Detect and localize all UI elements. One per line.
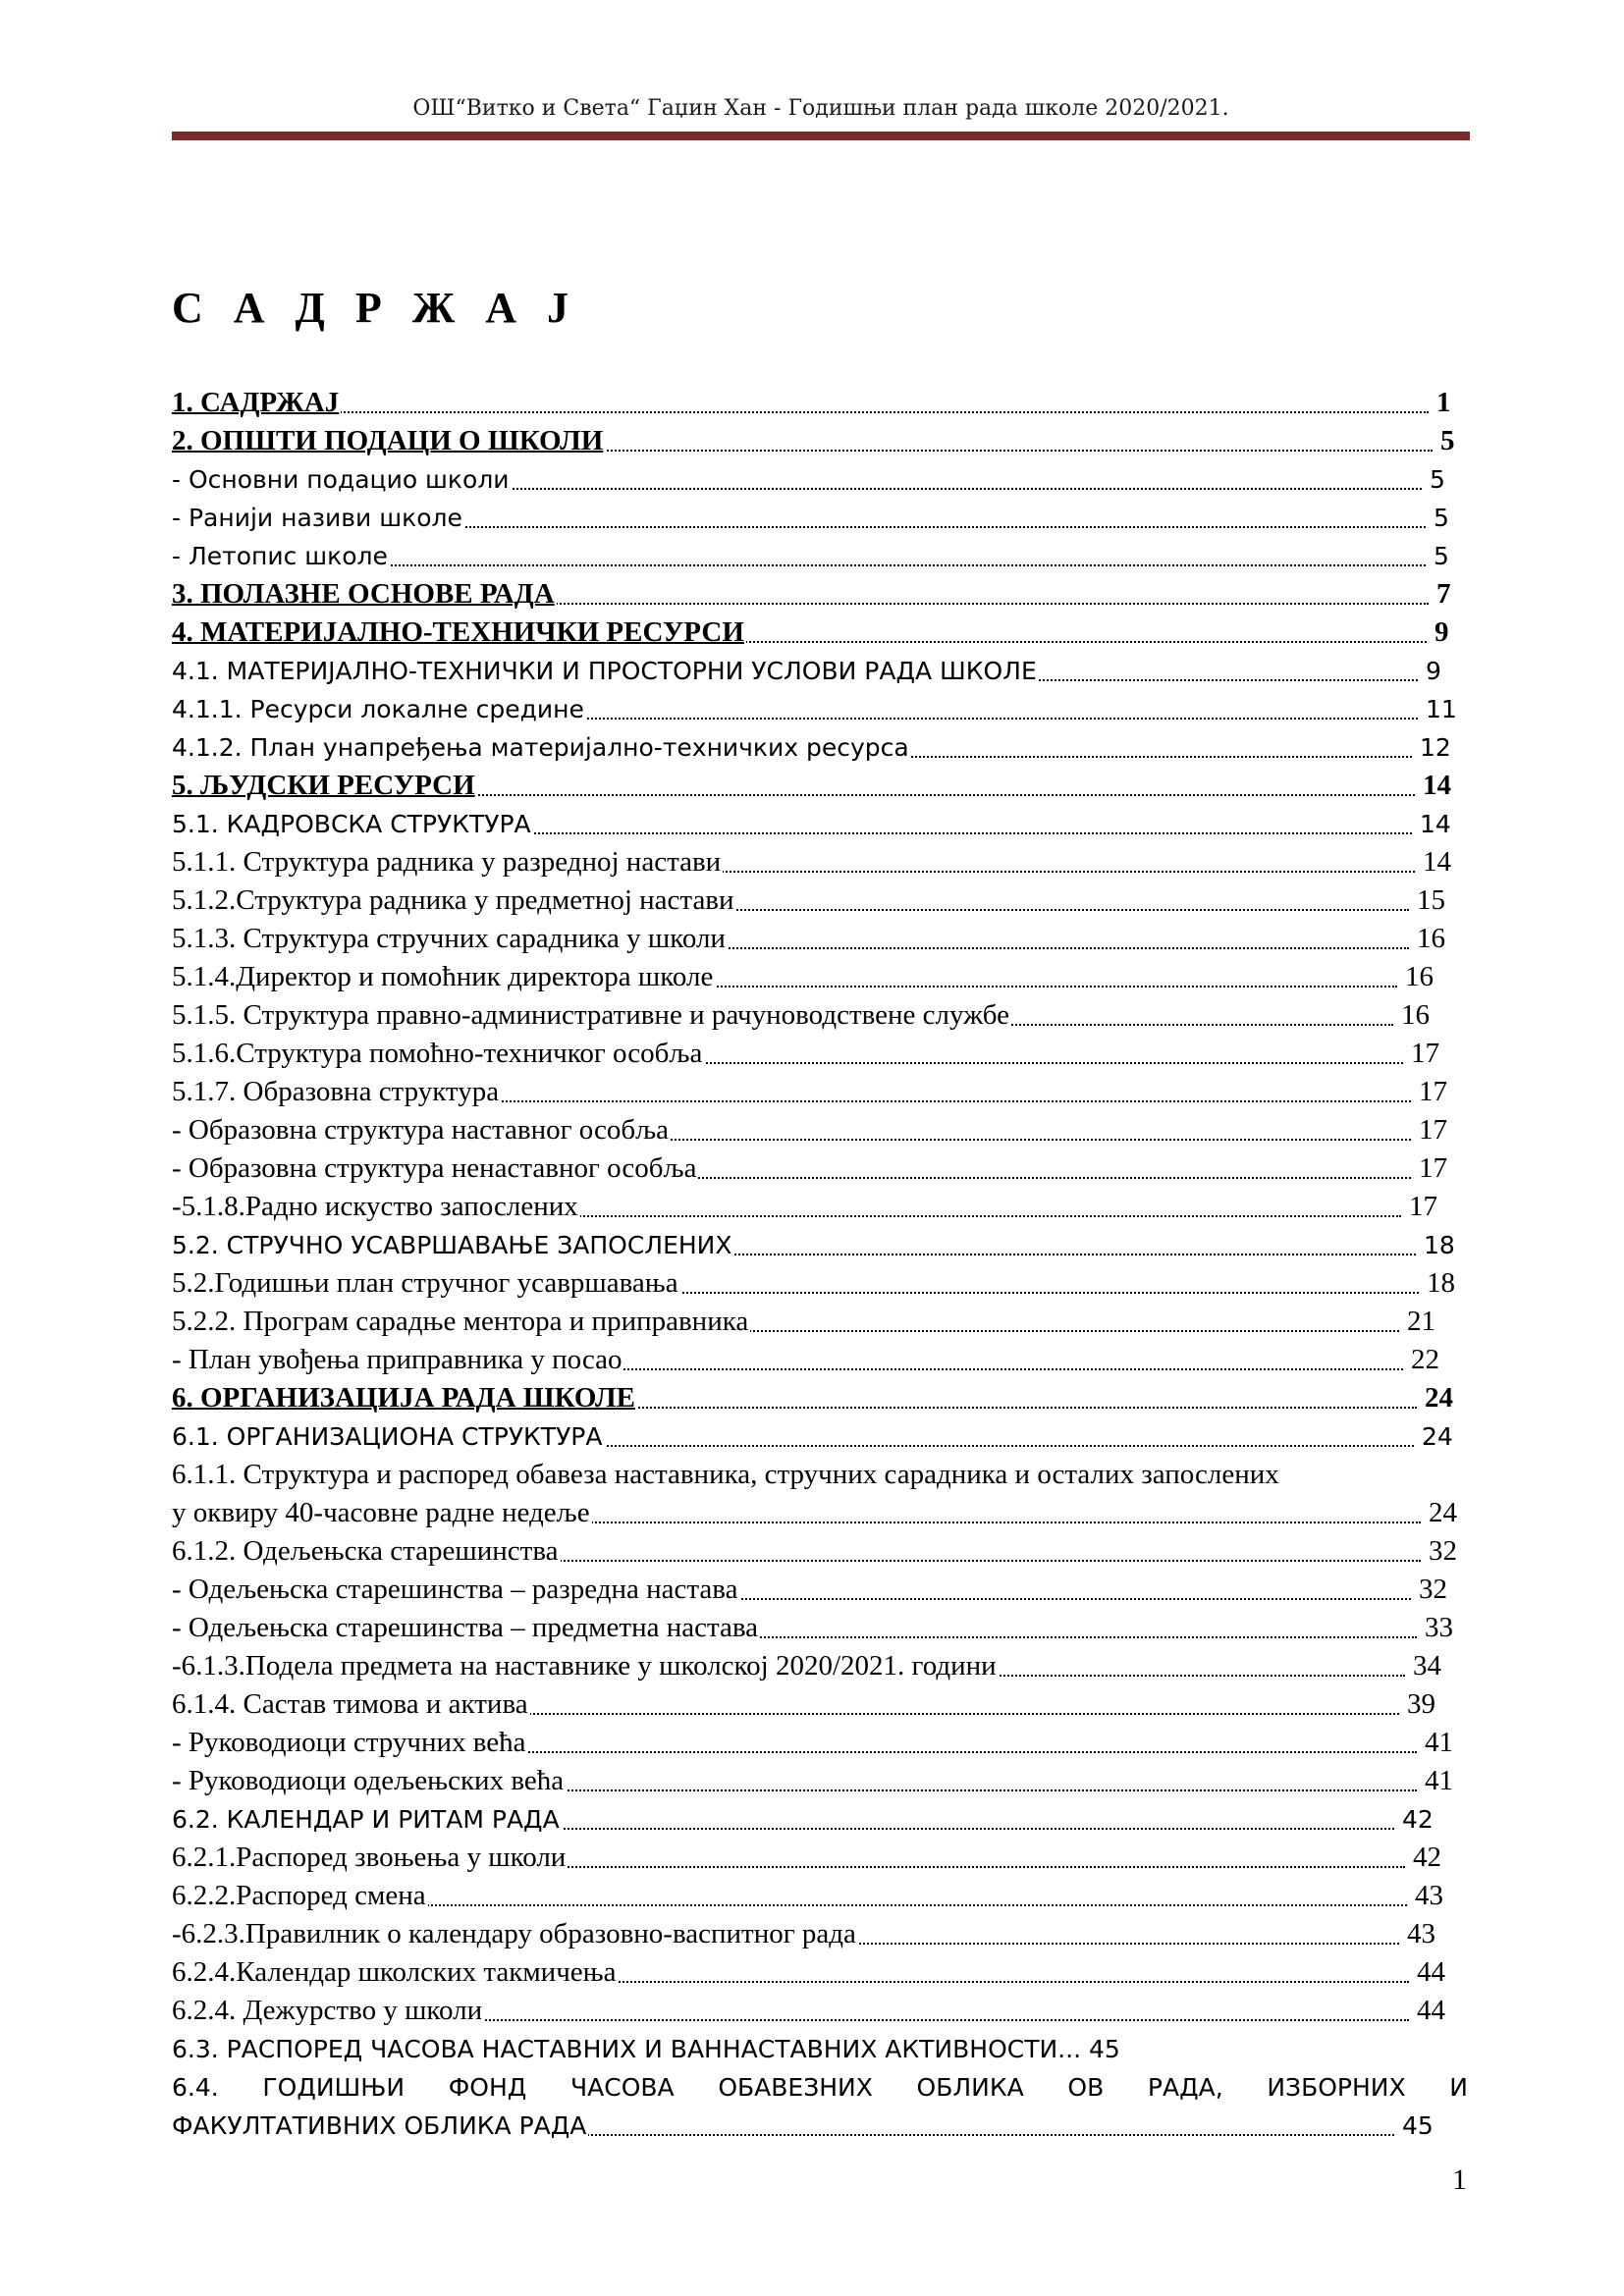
toc-title: С А Д Р Ж А Ј <box>172 284 578 332</box>
toc-entry <box>172 1494 1470 1532</box>
toc-entry-text: ФАКУЛТАТИВНИХ ОБЛИКА РАДА <box>172 2111 587 2140</box>
toc-entry-page: 14 <box>1415 843 1451 881</box>
toc-entry <box>172 1724 1470 1762</box>
toc-entry-text: 6.3. РАСПОРЕД ЧАСОВА НАСТАВНИХ И ВАННАСТАВНИХ АКТИВНОСТИ... 45 <box>172 2035 1120 2063</box>
toc-entry-text: 6.4. ГОДИШЊИ ФОНД ЧАСОВА ОБАВЕЗНИХ ОБЛИКА ОВ РАДА, ИЗБОРНИХ И <box>172 2073 1468 2102</box>
toc-entry-text: - Образовна структура наставног особља <box>172 1114 670 1146</box>
toc-entry <box>172 1609 1470 1647</box>
toc-entry-page: 7 <box>1429 575 1451 614</box>
toc-entry-text: 6.2.2.Распоред смена <box>172 1880 426 1911</box>
toc-entry-text: - Образовна структура ненаставног особља <box>172 1152 697 1184</box>
toc-entry-page: 42 <box>1405 1839 1441 1877</box>
toc-entry-text: - Одељењска старешинства – предметна настава <box>172 1612 759 1643</box>
toc-entry <box>172 767 1470 805</box>
table-of-contents <box>172 384 1470 2145</box>
toc-entry <box>172 1111 1470 1149</box>
toc-entry-page: 24 <box>1414 1417 1453 1456</box>
toc-entry <box>172 1571 1470 1609</box>
toc-entry-page: 5 <box>1426 537 1449 575</box>
toc-entry-text: 5.1.4.Директор и помоћник директора школе <box>172 961 714 992</box>
toc-entry <box>172 1915 1470 1953</box>
toc-dot-leader <box>172 411 1429 413</box>
toc-entry-text: 6.1.4. Састав тимова и актива <box>172 1688 528 1720</box>
toc-entry <box>172 1762 1470 1800</box>
toc-entry-text: - Руководиоци стручних већа <box>172 1727 526 1758</box>
toc-entry-page: 11 <box>1418 690 1457 728</box>
toc-entry <box>172 1839 1470 1877</box>
toc-entry-text: 3. ПОЛАЗНЕ ОСНОВЕ РАДА <box>172 578 555 610</box>
toc-entry-text: 5. ЉУДСКИ РЕСУРСИ <box>172 770 475 801</box>
toc-entry-page: 21 <box>1399 1303 1435 1341</box>
toc-entry-text: 5.1.1. Структура радника у разредној настави <box>172 846 722 878</box>
toc-entry-page: 32 <box>1411 1571 1447 1609</box>
toc-entry-page: 17 <box>1411 1073 1447 1111</box>
toc-entry-page: 34 <box>1405 1647 1441 1685</box>
toc-entry-text: 6.2.4. Дежурство у школи <box>172 1995 483 2026</box>
toc-entry-text: 6.2.1.Распоред звоњења у школи <box>172 1842 567 1873</box>
toc-entry-text: 6.1.1. Структура и распоред обавеза наставника, стручних сарадника и осталих запослених <box>172 1459 1279 1490</box>
toc-entry-page: 33 <box>1417 1609 1453 1647</box>
toc-entry-page: 18 <box>1416 1226 1455 1264</box>
toc-entry <box>172 805 1470 843</box>
toc-entry <box>172 1992 1470 2030</box>
toc-entry-text: 5.2.2. Програм сарадње ментора и приправника <box>172 1306 749 1337</box>
toc-entry <box>172 728 1470 767</box>
toc-entry-text: - Летопис школе <box>172 542 388 570</box>
toc-entry-page: 5 <box>1422 460 1445 499</box>
toc-entry <box>172 537 1470 575</box>
toc-entry-text: - План увођења приправника у посао <box>172 1344 623 1375</box>
toc-entry <box>172 958 1470 996</box>
page-number: 1 <box>1452 2163 1467 2196</box>
toc-entry-text: - Одељењска старешинства – разредна настава <box>172 1574 738 1605</box>
toc-entry <box>172 575 1470 614</box>
toc-entry-text: - Основни подацио школи <box>172 465 510 494</box>
toc-entry <box>172 2068 1470 2107</box>
toc-entry-text: 4. МАТЕРИЈАЛНО-ТЕХНИЧКИ РЕСУРСИ <box>172 616 744 648</box>
toc-entry-page: 16 <box>1393 996 1430 1035</box>
header-rule <box>172 132 1470 140</box>
toc-entry <box>172 422 1470 460</box>
toc-entry-page: 24 <box>1417 1379 1453 1417</box>
toc-entry-page: 17 <box>1411 1111 1447 1149</box>
toc-entry <box>172 1073 1470 1111</box>
toc-entry-page: 24 <box>1421 1494 1457 1532</box>
toc-entry <box>172 2107 1470 2145</box>
toc-entry <box>172 920 1470 958</box>
toc-entry-text: 4.1.2. План унапређења материјално-техничких ресурса <box>172 733 909 762</box>
toc-entry <box>172 1877 1470 1915</box>
toc-entry-page: 1 <box>1429 384 1451 422</box>
toc-entry-page: 16 <box>1409 920 1445 958</box>
toc-entry <box>172 652 1470 690</box>
toc-entry-page: 9 <box>1418 652 1441 690</box>
toc-entry-text: 4.1.1. Ресурси локалне средине <box>172 695 584 723</box>
toc-entry-page: 5 <box>1433 422 1455 460</box>
toc-entry-text: 1. САДРЖАЈ <box>172 387 340 418</box>
toc-entry <box>172 2030 1470 2068</box>
running-header: ОШ“Витко и Света“ Гаџин Хан - Годишњи план рада школе 2020/2021. <box>412 96 1229 121</box>
toc-entry-text: 6. ОРГАНИЗАЦИЈА РАДА ШКОЛЕ <box>172 1382 635 1414</box>
toc-entry-text: 6.2.4.Календар школских такмичења <box>172 1956 617 1988</box>
toc-entry <box>172 1532 1470 1571</box>
toc-entry <box>172 1188 1470 1226</box>
toc-entry <box>172 1303 1470 1341</box>
toc-entry <box>172 614 1470 652</box>
toc-entry <box>172 1456 1470 1494</box>
toc-entry-page: 42 <box>1394 1800 1434 1839</box>
toc-entry-page: 45 <box>1394 2107 1434 2145</box>
toc-entry-text: -5.1.8.Радно искуство запослених <box>172 1191 578 1222</box>
toc-entry <box>172 499 1470 537</box>
toc-entry-page: 14 <box>1412 805 1451 843</box>
toc-entry-text: -6.2.3.Правилник о календару образовно-васпитног рада <box>172 1918 856 1949</box>
toc-entry-page: 16 <box>1397 958 1434 996</box>
toc-entry-page: 17 <box>1411 1149 1447 1188</box>
toc-entry-page: 17 <box>1403 1035 1439 1073</box>
toc-entry <box>172 1379 1470 1417</box>
toc-entry-text: 5.1.7. Образовна структура <box>172 1076 500 1107</box>
toc-entry-page: 9 <box>1427 614 1449 652</box>
toc-entry <box>172 1264 1470 1303</box>
toc-entry-page: 17 <box>1401 1188 1437 1226</box>
toc-entry-page: 41 <box>1417 1762 1453 1800</box>
toc-entry-page: 43 <box>1399 1915 1435 1953</box>
toc-entry <box>172 843 1470 881</box>
toc-entry-text: 5.1.5. Структура правно-административне и рачуноводствене службе <box>172 999 1010 1031</box>
toc-entry-page: 5 <box>1426 499 1449 537</box>
toc-entry-text: 6.2. КАЛЕНДАР И РИТАМ РАДА <box>172 1805 560 1834</box>
toc-entry-page: 18 <box>1419 1264 1455 1303</box>
toc-entry-text: 5.1.3. Структура стручних сарадника у школи <box>172 923 726 954</box>
toc-entry-text: 2. ОПШТИ ПОДАЦИ О ШКОЛИ <box>172 425 604 456</box>
toc-entry <box>172 1953 1470 1992</box>
toc-entry <box>172 1035 1470 1073</box>
toc-entry-text: у оквиру 40-часовне радне недеље <box>172 1497 590 1528</box>
toc-entry-text: 4.1. МАТЕРИЈАЛНО-ТЕХНИЧКИ И ПРОСТОРНИ УСЛОВИ РАДА ШКОЛЕ <box>172 657 1037 685</box>
toc-entry <box>172 384 1470 422</box>
toc-entry <box>172 1417 1470 1456</box>
toc-entry-page: 44 <box>1409 1992 1445 2030</box>
toc-entry <box>172 1685 1470 1724</box>
toc-entry-page: 43 <box>1407 1877 1443 1915</box>
toc-entry <box>172 1647 1470 1685</box>
toc-entry-text: 5.1.2.Структура радника у предметној настави <box>172 884 734 916</box>
toc-entry-page: 12 <box>1412 728 1451 767</box>
toc-entry <box>172 1341 1470 1379</box>
toc-entry-page: 39 <box>1399 1685 1435 1724</box>
toc-entry <box>172 1149 1470 1188</box>
toc-entry-text: 6.1. ОРГАНИЗАЦИОНА СТРУКТУРА <box>172 1422 603 1451</box>
toc-entry-text: 5.2.Годишњи план стручног усавршавања <box>172 1267 678 1299</box>
toc-entry <box>172 881 1470 920</box>
toc-entry-text: -6.1.3.Подела предмета на наставнике у школској 2020/2021. години <box>172 1650 997 1682</box>
toc-entry <box>172 690 1470 728</box>
toc-entry-text: 5.1. КАДРОВСКА СТРУКТУРА <box>172 810 531 838</box>
toc-entry-page: 44 <box>1409 1953 1445 1992</box>
toc-entry-page: 15 <box>1409 881 1445 920</box>
toc-entry <box>172 1800 1470 1839</box>
toc-entry <box>172 996 1470 1035</box>
toc-entry-text: 5.2. СТРУЧНО УСАВРШАВАЊЕ ЗАПОСЛЕНИХ <box>172 1231 732 1259</box>
toc-entry-page: 22 <box>1403 1341 1439 1379</box>
toc-entry-text: 5.1.6.Структура помоћно-техничког особља <box>172 1038 703 1069</box>
toc-entry-page: 14 <box>1415 767 1451 805</box>
toc-entry-text: - Руководиоци одељењских већа <box>172 1765 565 1796</box>
toc-entry-page: 41 <box>1417 1724 1453 1762</box>
toc-entry-text: - Ранији називи школе <box>172 504 462 532</box>
toc-entry <box>172 1226 1470 1264</box>
toc-entry-text: 6.1.2. Одељењска старешинства <box>172 1535 559 1567</box>
toc-entry <box>172 460 1470 499</box>
toc-entry-page: 32 <box>1421 1532 1457 1571</box>
